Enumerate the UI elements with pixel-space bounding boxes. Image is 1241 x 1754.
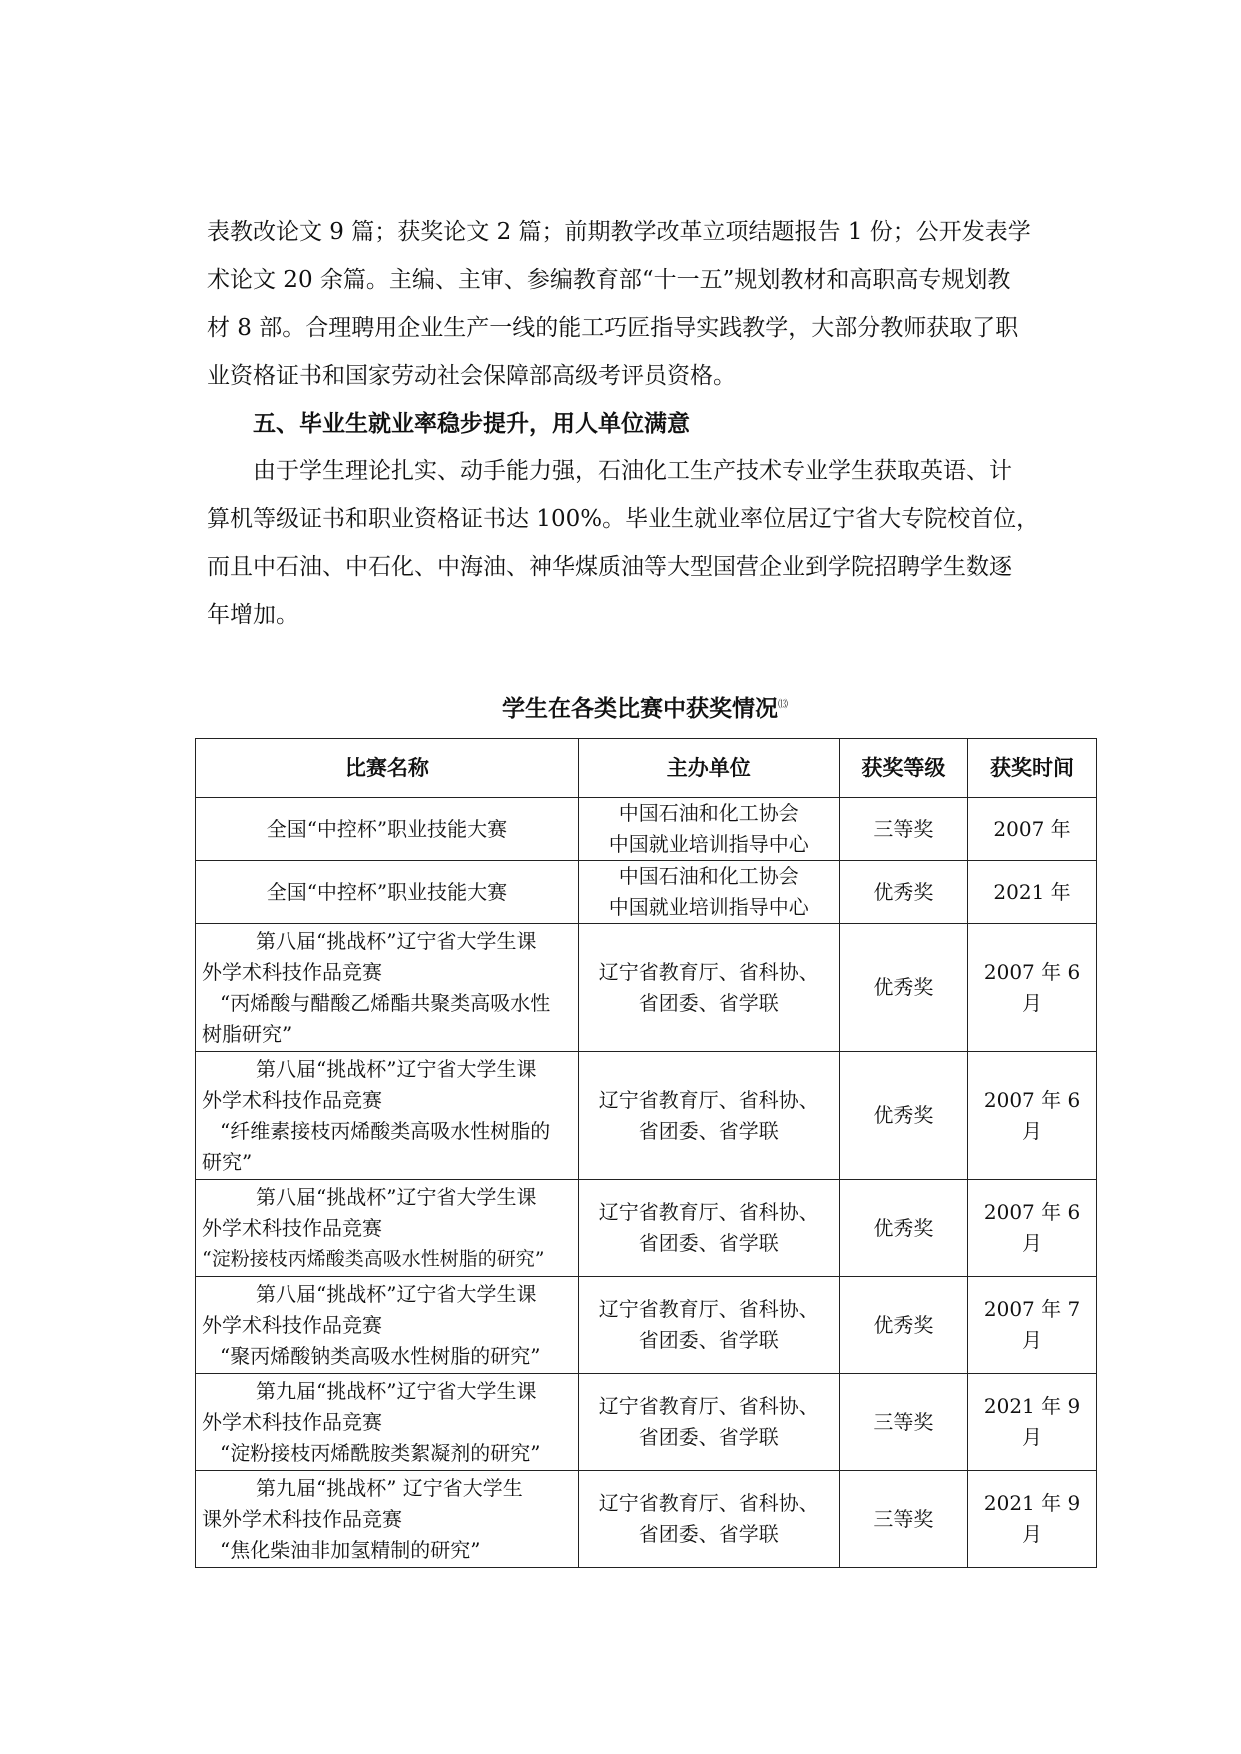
cell-competition-name: 全国“中控杯”职业技能大赛 [196, 861, 579, 924]
cell-competition-name: 第八届“挑战杯”辽宁省大学生课 外学术科技作品竞赛 “丙烯酸与醋酸乙烯酯共聚类高吸水性 树脂研究” [196, 924, 579, 1052]
paragraph-line: 算机等级证书和职业资格证书达 100%。毕业生就业率位居辽宁省大专院校首位， [207, 506, 1040, 532]
cell-award-level: 三等奖 [839, 1374, 967, 1471]
paragraph-line: 表教改论文 9 篇；获奖论文 2 篇；前期教学改革立项结题报告 1 份；公开发表学 [207, 219, 1031, 245]
header-award-time: 获奖时间 [968, 739, 1097, 798]
paragraph-line: 年增加。 [207, 602, 299, 628]
cell-award-time: 2021 年 [968, 861, 1097, 924]
cell-competition-name: 第八届“挑战杯”辽宁省大学生课 外学术科技作品竞赛 “纤维素接枝丙烯酸类高吸水性树脂的 研究” [196, 1052, 579, 1180]
cell-award-level: 优秀奖 [839, 1180, 967, 1277]
cell-award-time: 2007 年 [968, 798, 1097, 861]
table-row [196, 798, 1097, 861]
cell-organizer: 辽宁省教育厅、省科协、 省团委、省学联 [578, 1052, 839, 1180]
cell-award-time: 2007 年 6 月 [968, 924, 1097, 1052]
paragraph-line: 术论文 20 余篇。主编、主审、参编教育部“十一五”规划教材和高职高专规划教 [207, 267, 1011, 293]
cell-organizer: 辽宁省教育厅、省科协、 省团委、省学联 [578, 1180, 839, 1277]
table-header-row [196, 739, 1097, 798]
cell-competition-name: 全国“中控杯”职业技能大赛 [196, 798, 579, 861]
cell-award-level: 三等奖 [839, 798, 967, 861]
header-organizer: 主办单位 [578, 739, 839, 798]
awards-table [195, 738, 1097, 1568]
paragraph-line: 业资格证书和国家劳动社会保障部高级考评员资格。 [207, 363, 736, 389]
cell-award-level: 优秀奖 [839, 1277, 967, 1374]
cell-award-level: 三等奖 [839, 1471, 967, 1568]
cell-organizer: 辽宁省教育厅、省科协、 省团委、省学联 [578, 1374, 839, 1471]
paragraph-line: 而且中石油、中石化、中海油、神华煤质油等大型国营企业到学院招聘学生数逐 [207, 554, 1012, 580]
cell-award-time: 2007 年 6 月 [968, 1180, 1097, 1277]
table-row [196, 1277, 1097, 1374]
cell-organizer: 辽宁省教育厅、省科协、 省团委、省学联 [578, 1471, 839, 1568]
cell-award-time: 2021 年 9 月 [968, 1471, 1097, 1568]
cell-award-time: 2021 年 9 月 [968, 1374, 1097, 1471]
table-row [196, 924, 1097, 1052]
cell-organizer: 辽宁省教育厅、省科协、 省团委、省学联 [578, 1277, 839, 1374]
cell-award-level: 优秀奖 [839, 924, 967, 1052]
table-title [195, 690, 1095, 723]
table-title-text: 学生在各类比赛中获奖情况 [502, 696, 778, 722]
cell-competition-name: 第九届“挑战杯” 辽宁省大学生 课外学术科技作品竞赛 “焦化柴油非加氢精制的研究” [196, 1471, 579, 1568]
footnote-mark: ⒀ [778, 699, 788, 711]
header-competition-name: 比赛名称 [196, 739, 579, 798]
cell-competition-name: 第八届“挑战杯”辽宁省大学生课 外学术科技作品竞赛 “淀粉接枝丙烯酸类高吸水性树脂的研究” [196, 1180, 579, 1277]
table-row [196, 861, 1097, 924]
cell-award-time: 2007 年 7 月 [968, 1277, 1097, 1374]
cell-organizer: 中国石油和化工协会 中国就业培训指导中心 [578, 798, 839, 861]
cell-competition-name: 第八届“挑战杯”辽宁省大学生课 外学术科技作品竞赛 “聚丙烯酸钠类高吸水性树脂的研究” [196, 1277, 579, 1374]
cell-award-level: 优秀奖 [839, 861, 967, 924]
table-row [196, 1471, 1097, 1568]
table-row [196, 1374, 1097, 1471]
cell-award-time: 2007 年 6 月 [968, 1052, 1097, 1180]
body-paragraph-2 [207, 447, 1087, 639]
header-award-level: 获奖等级 [839, 739, 967, 798]
cell-organizer: 中国石油和化工协会 中国就业培训指导中心 [578, 861, 839, 924]
paragraph-line: 由于学生理论扎实、动手能力强，石油化工生产技术专业学生获取英语、计 [253, 458, 1012, 484]
section-heading: 五、毕业生就业率稳步提升，用人单位满意 [253, 411, 690, 437]
table-row [196, 1052, 1097, 1180]
body-paragraph-1 [207, 208, 1087, 400]
paragraph-line: 材 8 部。合理聘用企业生产一线的能工巧匠指导实践教学，大部分教师获取了职 [207, 315, 1019, 341]
cell-award-level: 优秀奖 [839, 1052, 967, 1180]
cell-organizer: 辽宁省教育厅、省科协、 省团委、省学联 [578, 924, 839, 1052]
cell-competition-name: 第九届“挑战杯”辽宁省大学生课 外学术科技作品竞赛 “淀粉接枝丙烯酰胺类絮凝剂的研究” [196, 1374, 579, 1471]
table-row [196, 1180, 1097, 1277]
